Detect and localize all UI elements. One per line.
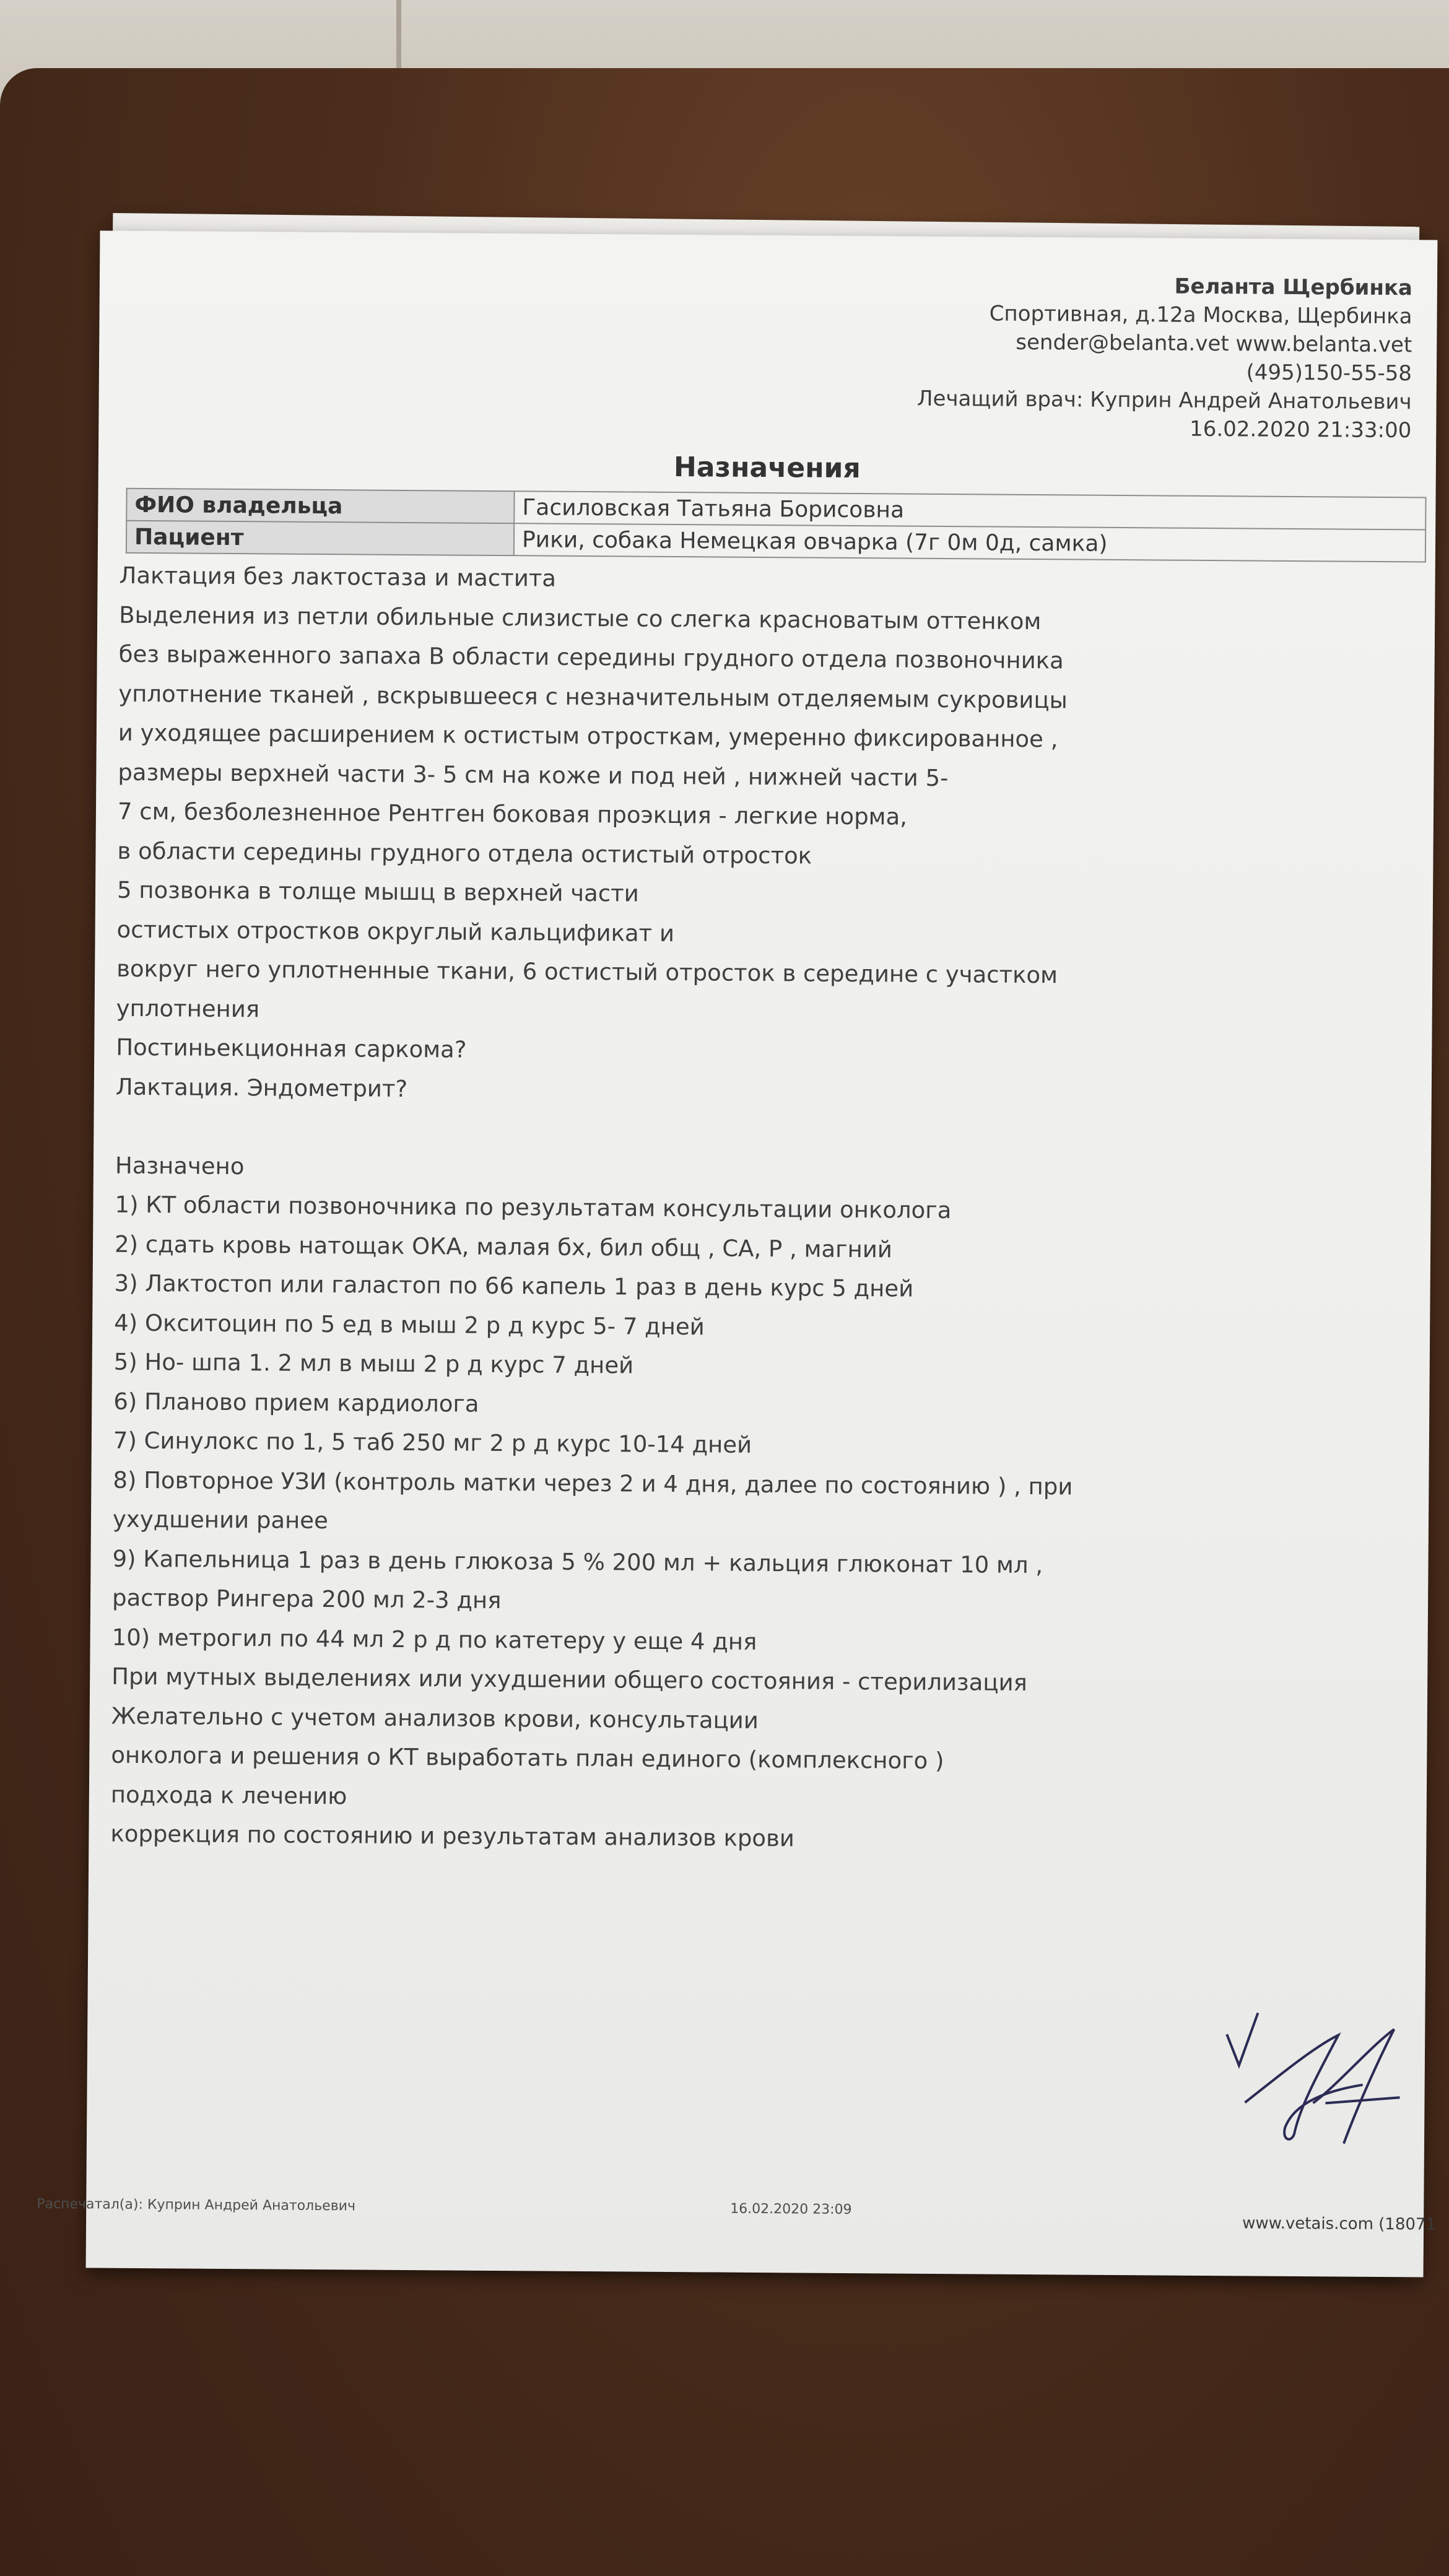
body-line: вокруг него уплотненные ткани, 6 остистый отросток в середине с участком <box>116 955 1058 989</box>
prescription-sheet <box>37 231 1438 2278</box>
patient-label: Пациент <box>126 521 514 555</box>
body-line: размеры верхней части 3- 5 см на коже и под ней , нижней части 5- <box>118 759 949 791</box>
body-line: Лактация без лактостаза и мастита <box>119 562 557 592</box>
body-line: подхода к лечению <box>110 1781 347 1809</box>
body-line: 6) Планово прием кардиолога <box>113 1388 479 1417</box>
body-line: 7) Синулокс по 1, 5 таб 250 мг 2 р д курс 10-14 дней <box>113 1427 752 1458</box>
body-line: 2) сдать кровь натощак ОКА, малая бх, бил общ , СА, Р , магний <box>114 1230 893 1263</box>
page-title: Назначения <box>673 451 861 485</box>
attending-doctor: Лечащий врач: Куприн Андрей Анатольевич <box>916 386 1412 415</box>
body-line: ухудшении ранее <box>112 1505 328 1534</box>
body-line: Желательно с учетом анализов крови, консультации <box>111 1702 759 1734</box>
patient-info-table <box>126 488 1427 563</box>
body-line: в области середины грудного отдела остистый отросток <box>117 837 812 869</box>
document-datetime: 16.02.2020 21:33:00 <box>1189 416 1412 443</box>
body-line: 5 позвонка в толще мышц в верхней части <box>116 876 639 907</box>
body-line: Постиньекционная саркома? <box>116 1033 467 1063</box>
clinic-name: Беланта Щербинка <box>1174 274 1413 301</box>
prescription-body <box>110 556 1408 1863</box>
vetais-site: www.vetais.com (18071 <box>1242 2214 1437 2234</box>
body-line: уплотнение тканей , вскрывшееся с незначительным отделяемым сукровицы <box>118 680 1068 713</box>
body-line: 5) Но- шпа 1. 2 мл в мыш 2 р д курс 7 дней <box>113 1348 634 1379</box>
body-line: онколога и решения о КТ выработать план единого (комплексного ) <box>111 1741 944 1775</box>
body-line: без выраженного запаха В области середины грудного отдела позвоночника <box>118 640 1064 674</box>
print-time: 16.02.2020 23:09 <box>730 2201 852 2218</box>
doctor-signature <box>1220 2009 1407 2147</box>
body-line: 3) Лактостоп или галастоп по 66 капель 1 раз в день курс 5 дней <box>114 1269 914 1302</box>
body-line: Выделения из петли обильные слизистые со слегка красноватым оттенком <box>119 601 1042 635</box>
body-line: 4) Окситоцин по 5 ед в мыш 2 р д курс 5- 7 дней <box>114 1309 705 1340</box>
clinic-header <box>916 271 1412 445</box>
body-line: Лактация. Эндометрит? <box>115 1073 408 1102</box>
body-line: 8) Повторное УЗИ (контроль матки через 2 и 4 дня, далее по состоянию ) , при <box>113 1466 1073 1500</box>
body-line: коррекция по состоянию и результатам анализов крови <box>110 1820 795 1852</box>
body-line: 10) метрогил по 44 мл 2 р д по катетеру у еще 4 дня <box>111 1624 757 1655</box>
body-line: Назначено <box>115 1152 245 1180</box>
body-line: раствор Рингера 200 мл 2-3 дня <box>111 1584 502 1614</box>
owner-value: Гасиловская Татьяна Борисовна <box>514 491 1425 529</box>
clinic-contacts: sender@belanta.vet www.belanta.vet <box>1016 329 1412 358</box>
body-line: уплотнения <box>116 994 260 1022</box>
clinic-phone: (495)150-55-58 <box>1246 360 1412 386</box>
body-line: 1) КТ области позвоночника по результатам консультации онколога <box>115 1191 952 1224</box>
printed-by: Распечатал(а): Куприн Андрей Анатольевич <box>37 2196 356 2214</box>
body-line: и уходящее расширением к остистым отросткам, умеренно фиксированное , <box>118 719 1058 753</box>
body-line: 9) Капельница 1 раз в день глюкоза 5 % 200 мл + кальция глюконат 10 мл , <box>112 1545 1043 1578</box>
clinic-address: Спортивная, д.12а Москва, Щербинка <box>989 301 1412 329</box>
body-line: При мутных выделениях или ухудшении общего состояния - стерилизация <box>111 1663 1028 1697</box>
owner-label: ФИО владельца <box>126 489 514 523</box>
body-line: 7 см, безболезненное Рентген боковая проэкция - легкие норма, <box>117 798 908 830</box>
body-line: остистых отростков округлый кальцификат и <box>116 916 675 947</box>
patient-value: Рики, собака Немецкая овчарка (7г 0м 0д, самка) <box>514 523 1425 562</box>
